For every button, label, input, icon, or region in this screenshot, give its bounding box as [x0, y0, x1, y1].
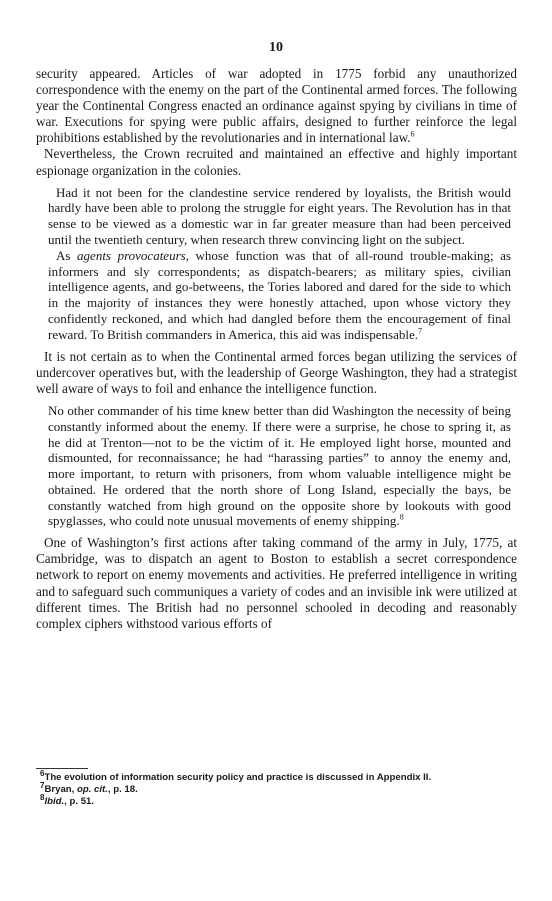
quote-italic-term: agents provocateurs [77, 247, 186, 263]
quote-text: , whose function was that of all-round trouble-making; as informers and sly correspondents; as dispatch-bearers; as military spies, civilian intelligence agents, and go-betweens, the Tories labored and dared for the side to which in the majority of instances they were honestly attached, upon whose victory they confidently reckoned, and which had dangled before them the encouragement of final reward. To British commanders in America, this aid was indispensable. [48, 247, 511, 342]
quote-text-lead: As [56, 247, 78, 263]
footnote-ref-7: 7 [418, 326, 422, 336]
footnote-page: , p. 51. [64, 796, 95, 807]
quote-paragraph [48, 248, 511, 343]
footnote-8 [36, 792, 517, 808]
footnote-marker: 7 [40, 780, 45, 790]
footnote-citation: Ibid. [44, 796, 65, 807]
footnote-page: , p. 18. [107, 784, 138, 795]
paragraph-articles-of-war [36, 66, 517, 146]
footnote-marker: 8 [40, 792, 45, 802]
footnote-citation: op. cit. [76, 784, 108, 795]
footnote-6 [36, 768, 517, 784]
footnotes [36, 768, 517, 808]
paragraph-continental-forces: It is not certain as to when the Continental armed forces began utilizing the services of undercover operatives but, with the leadership of George Washington, they had a strategist well aware of ways to foil and enhance the intelligence function. [36, 348, 517, 396]
quote-paragraph [48, 403, 511, 529]
paragraph-crown-espionage: Nevertheless, the Crown recruited and maintained an effective and highly important espionage organization in the colonies. [36, 146, 517, 178]
quote-paragraph: Had it not been for the clandestine service rendered by loyalists, the British would hardly have been able to prolong the struggle for eight years. The Revolution has in that sense to be viewed as a domestic war in far greater measure than had been perceived until the twentieth century, when research threw convincing light on the subject. [48, 184, 511, 248]
paragraph-washington-actions: One of Washington’s first actions after taking command of the army in July, 1775, at Cambridge, was to dispatch an agent to Boston to establish a secret correspondence network to report on enemy movements and activities. He preferred intelligence in writing and to safeguard such communiques a variety of codes and an invisible ink were utilized at different times. The British had no personnel schooled in decoding and reasonably complex ciphers withstood various efforts of [36, 535, 517, 631]
footnote-author: Bryan, [44, 784, 77, 795]
footnote-7 [36, 780, 517, 796]
paragraph-text: security appeared. Articles of war adopted in 1775 forbid any unauthorized correspondence with the enemy on the part of the Continental armed forces. The following year the Continental Congress enacted an ordinance against spying by civilians in time of war. Executions for spying were public affairs, designed to further reinforce the legal prohibitions established by the revolutionaries and in international law. [36, 66, 517, 146]
footnote-ref-8: 8 [399, 513, 404, 523]
footnote-ref-6: 6 [410, 129, 415, 139]
page-number: 10 [269, 40, 283, 55]
footnote-marker: 6 [40, 768, 45, 778]
block-quote-washington [48, 403, 511, 529]
block-quote-loyalists [48, 185, 511, 343]
body-text [36, 66, 517, 632]
footnote-text: The evolution of information security policy and practice is discussed in Appendix II. [44, 772, 432, 783]
quote-text: No other commander of his time knew better than did Washington the necessity of being constantly informed about the enemy. If there were a surprise, he chose to spring it, as he did at Trenton—not to be the victim of it. He employed light horse, mounted and dismounted, for reconnaissance; he had “harassing parties” to annoy the enemy and, more important, to return with prisoners, from whom valuable intelligence might be obtained. He ordered that the north shore of Long Island, especially the bays, be constantly watched from high ground on the opposite shore by lookouts with good spyglasses, who could note unusual movements of enemy shipping. [48, 402, 511, 529]
